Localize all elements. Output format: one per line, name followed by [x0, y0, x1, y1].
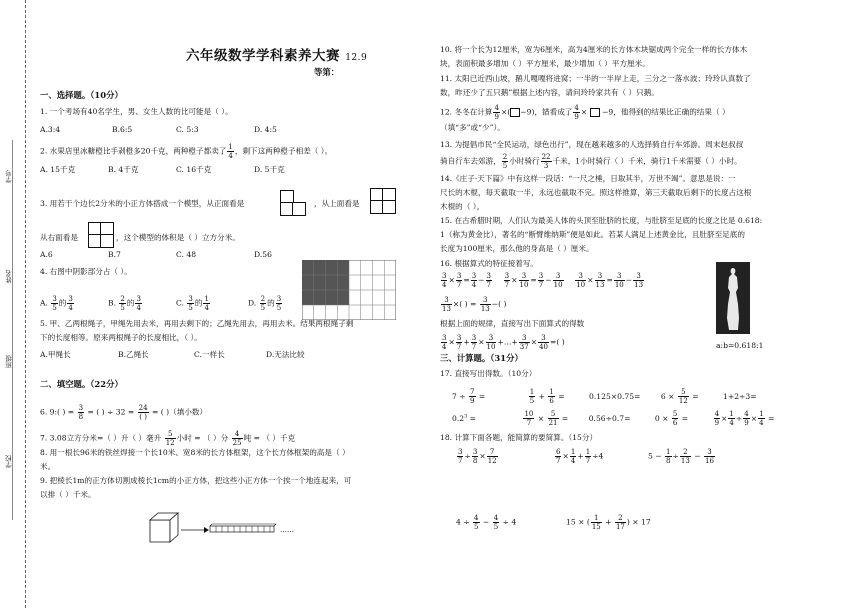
q5-option-a: A.甲绳长	[40, 350, 71, 359]
q17-row2: $0.2^3$ = $\frac{10}{7}$ × $\frac{5}{21}$ = 0.56÷0.7= 0 × $\frac{5}{6}$ = $\frac{4}{9}$ × $\frac{1}{4}$ ÷ $\frac{4}{9}$ × $\frac{1}{4}$ =	[452, 410, 775, 427]
q14-line3: 木棍的（ ）。	[440, 202, 485, 211]
q15-line1: 15. 在古希腊时期，人们认为最美人体的头顶至肚脐的长度，与肚脐至足底的长度之比是 0.618:	[440, 216, 763, 225]
q3-option-d: D.56	[254, 250, 272, 259]
q4: 4. 右图中阴影部分占（ ）。	[40, 267, 132, 276]
q1-option-c: C. 5:3	[176, 125, 199, 134]
golden-ratio-label: a:b=0.618:1	[716, 341, 764, 350]
q3-front: 3. 用若干个边长2分米的小正方体搭成一个模型，从正面看是	[40, 199, 245, 208]
q18-expr1: $\frac{3}{7}$ ÷ $\frac{3}{8}$ × $\frac{7}{12}$	[458, 448, 497, 465]
q8-line2: 米。	[40, 462, 56, 471]
section-fill: 二、填空题。（22分）	[40, 379, 123, 389]
q2-option-a: A. 15千克	[40, 165, 76, 174]
q14-line2: 尺长的木棍，每天截取一半，永远也截取不完。照这样推算，第三天截取后剩下的长度占这根	[440, 188, 752, 197]
q5-option-b: B.乙绳长	[118, 350, 149, 359]
q11-line2: 数，昨还少了五只鹅”根据上述内容，请问玲玲家共有（ ）只鹅。	[440, 88, 659, 97]
section-choice: 一、选择题。（10分）	[40, 90, 123, 100]
q3-option-c: C. 48	[176, 250, 197, 259]
q3-top: ，从上面看是	[314, 199, 360, 208]
q4-option-b: B. $\frac{2}{5}$ 的 $\frac{3}{4}$	[108, 295, 141, 312]
q16-row1: $\frac{3}{4}$ × $\frac{3}{7}$ = $\frac{3}{4}$ − $\frac{3}{7}$ $\frac{3}{7}$ × $\frac{3}{10}$ = $\frac{3}{7}$ − $\frac{3}{10}$ $\frac{3}{10}$ × $\frac{3}{13}$ = $\frac{3}{10}$ − $\frac{3}{13}$	[442, 272, 644, 289]
q18-expr4: 4 ÷ $\frac{4}{5}$ − $\frac{4}{5}$ ÷ 4	[456, 514, 517, 531]
side-label-school: 学校	[5, 455, 13, 468]
q9-line2: 以排（ ）千米。	[40, 490, 96, 499]
q3-volume: ，这个模型的体积是（ ）立方分米。	[116, 233, 240, 242]
q15-line3: 长度为100厘米，那么他的身高是（ ）厘米。	[440, 244, 594, 253]
q13-line1: 13. 为提倡市民“全民运动，绿色出行”，现在越来越多的人选择骑自行车郊游。周末赵叔叔	[440, 140, 744, 149]
q18-expr2: $\frac{6}{7}$ × $\frac{1}{4}$ + $\frac{1}{7}$ ÷4	[556, 448, 604, 465]
q6: 6. 9:( ) = $\frac{3}{8}$ = ( ) ÷ 32 = $\frac{24}{( )}$ = ( )（填小数）	[40, 404, 208, 421]
q5-option-c: C.一样长	[194, 350, 225, 359]
q4-shaded-grid-figure	[302, 260, 396, 324]
q10-line1: 10. 将一个长为12厘米，宽为6厘米，高为4厘米的长方体木块锯成两个完全一样的长方体木	[440, 45, 748, 54]
q3-right: 从右面看是	[40, 233, 78, 242]
q9-line1: 9. 把棱长1m的正方体切割成棱长1cm的小正方体，把这些小正方体一个挨一个地连起来，可	[40, 476, 352, 485]
grade-label: 等第：	[314, 67, 340, 77]
q10-line2: 块，表面积最多增加（ ）平方厘米，最少增加（ ）平方厘米。	[440, 59, 650, 68]
q4-option-d: D. $\frac{2}{5}$ 的 $\frac{3}{5}$	[248, 295, 282, 312]
side-label-id: 学号	[5, 170, 13, 183]
q1-option-d: D. 4:5	[254, 125, 277, 134]
q14-line1: 14.《庄子·天下篇》中有这样一段话：“一尺之棰，日取其半，万世不竭”。意思是说：一	[440, 174, 736, 183]
side-fill-line	[12, 140, 13, 520]
q16-row3: $\frac{3}{4}$ × $\frac{3}{7}$ + $\frac{3}{7}$ × $\frac{3}{10}$ +…+ $\frac{3}{37}$ × $\frac{3}{40}$ =( )	[442, 334, 565, 351]
q2-option-d: D. 5千克	[254, 165, 285, 174]
q2-option-c: C. 16千克	[176, 165, 212, 174]
q17-row1: 7 ÷ $\frac{7}{9}$ = $\frac{1}{5}$ + $\frac{1}{6}$ = 0.125×0.75= 6 × $\frac{5}{12}$ = 1+2÷3=	[452, 388, 757, 405]
q15-line2: 1（称为黄金比），著名的“断臂维纳斯”便是如此。若某人满足上述黄金比，且肚脐至足底的	[440, 230, 745, 239]
binding-line	[25, 0, 26, 608]
section-calc: 三、计算题。（31分）	[440, 353, 523, 363]
q7: 7. 3.08立方分米=（ ）升（ ）毫升 $\frac{5}{12}$ 小时 = （ ）分 $\frac{4}{25}$ 吨 = （ ）千克	[40, 430, 296, 447]
q11-line1: 11. 太阳已近西山坡，鹅儿嘎嘎将进窝；一半的一半岸上走，三分之一落水波；玲玲认真数了	[440, 74, 751, 83]
venus-statue-figure	[716, 262, 750, 338]
q1-option-a: A.3:4	[40, 125, 61, 134]
q5-option-d: D.无法比较	[266, 350, 305, 359]
q17: 17. 直接写出得数。（10分）	[440, 369, 537, 378]
q4-option-a: A. $\frac{3}{5}$ 的 $\frac{3}{4}$	[40, 295, 73, 312]
side-label-class: 班级	[5, 355, 13, 368]
q13-line2: 骑自行车去郊游， $\frac{2}{5}$ 小时骑行 $\frac{22}{3}$ 千米，1小时骑行（ ）千米，骑行1千米需要（ ）小时。	[440, 153, 742, 170]
q16: 16. 根据算式的特征接着写。	[440, 259, 539, 268]
q9-cube-figure	[148, 510, 298, 548]
q1: 1. 一个考场有40名学生，男、女生人数的比可能是（ ）。	[40, 107, 233, 116]
q12-line2: （填“多”或“少”）。	[440, 123, 505, 132]
q3-option-a: A.6	[40, 250, 53, 259]
q2: 2. 水果店里冰糖橙比手剥橙多20千克，两种橙子都卖了 $\frac{1}{4}$ ，剩下这两种橙子相差（ ）。	[40, 143, 333, 160]
q5-line2: 下的长度相等。原来两根绳子的长度相比，（ ）。	[40, 333, 202, 342]
page-title: 六年级数学学科素养大赛 12.9	[186, 48, 368, 64]
side-label-name: 姓名	[5, 270, 13, 283]
q3-option-b: B.7	[108, 250, 121, 259]
q18-expr5: 15 × ( $\frac{1}{15}$ + $\frac{2}{17}$ ) × 17	[566, 514, 651, 531]
q18-expr3: 5 − $\frac{1}{8}$ ÷ $\frac{2}{13}$ − $\frac{3}{16}$	[648, 448, 714, 465]
q5-line1: 5. 甲、乙两根绳子，甲绳先用去米，再用去剩下的；乙绳先用去，再用去米。结果两根绳子剩	[40, 319, 354, 328]
q8-line1: 8. 用一根长96米的铁丝焊接一个长10米、宽8米的长方体框架，这个长方体框架的高是（ ）	[40, 448, 350, 457]
q2-option-b: B. 4千克	[108, 165, 139, 174]
q18: 18. 计算下面各题，能简算的要简算。（15分）	[440, 433, 598, 442]
q12-line1: 12. 冬冬在计算 $\frac{4}{9}$ ×( −9)，错看成了 $\frac{4}{9}$ × −9，他得到的结果比正确的结果（ ）	[440, 104, 730, 121]
q4-option-c: C. $\frac{3}{5}$ 的 $\frac{1}{4}$	[176, 295, 209, 312]
q16-hint: 根据上面的规律，直接写出下面算式的得数	[440, 319, 585, 328]
q16-row2: $\frac{3}{13}$ ×( ) = $\frac{3}{13}$ −( )	[442, 296, 507, 313]
svg-text:……: ……	[280, 526, 294, 534]
q1-option-b: B.6:5	[112, 125, 133, 134]
